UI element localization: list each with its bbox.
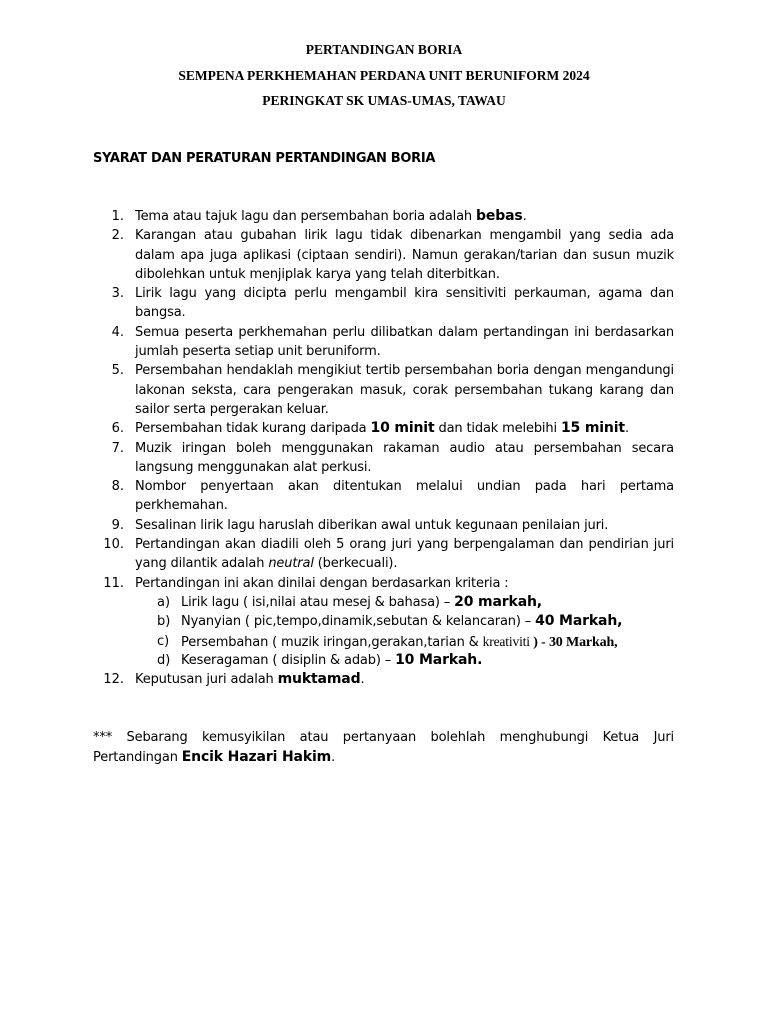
criteria-text-part: Lirik lagu ( isi,nilai atau mesej & bahasa) – xyxy=(181,595,455,610)
rule-number: 1. xyxy=(111,209,124,224)
note-contact-name: Encik Hazari Hakim xyxy=(181,748,332,765)
rule-text-part: Keputusan juri adalah xyxy=(135,672,278,688)
rule-text-part: . xyxy=(360,672,365,688)
rule-text xyxy=(135,419,674,438)
rule-number: 2. xyxy=(111,228,124,244)
rule-text-part: Persembahan tidak kurang daripada xyxy=(135,421,371,437)
criteria-label: a) xyxy=(157,595,171,610)
rule-emphasis: bebas xyxy=(475,208,523,224)
rule-italic: neutral xyxy=(268,556,314,572)
rule-emphasis: muktamad xyxy=(277,671,361,688)
header-title: PERTANDINGAN BORIA xyxy=(305,42,463,57)
rule-number: 7. xyxy=(111,440,124,456)
header-subtitle: SEMPENA PERKHEMAHAN PERDANA UNIT BERUNIFORM 2024 xyxy=(178,68,590,83)
criteria-marks: ) - 30 Markah, xyxy=(529,634,618,650)
criteria-text xyxy=(181,632,617,652)
rule-number: 8. xyxy=(111,479,124,495)
rule-text xyxy=(135,535,674,574)
criteria-text-part: kreativiti xyxy=(482,633,530,649)
rule-text-part: Pertandingan akan diadili oleh 5 orang juri yang berpengalaman dan pendirian juri yang dilantik adalah xyxy=(135,537,674,572)
rule-text-part: Tema atau tajuk lagu dan persembahan boria adalah xyxy=(135,209,476,224)
rule-emphasis: 15 minit xyxy=(560,420,625,437)
rule-text: Persembahan hendaklah mengikiut tertib persembahan boria dengan mengandungi lakonan seksta, cara pengerakan masuk, corak persembahan tukang karang dan sailor serta pergerakan keluar. xyxy=(135,363,674,417)
rule-text: Muzik iringan boleh menggunakan rakaman audio atau persembahan secara langsung menggunakan alat perkusi. xyxy=(135,440,674,475)
rule-text-part: (berkecuali). xyxy=(313,556,398,572)
header-venue: PERINGKAT SK UMAS-UMAS, TAWAU xyxy=(262,93,506,108)
criteria-text-part: Persembahan ( muzik iringan,gerakan,tarian & xyxy=(181,634,483,650)
criteria-label: b) xyxy=(157,614,171,630)
rule-text: Nombor penyertaan akan ditentukan melalui undian pada hari pertama perkhemahan. xyxy=(135,479,674,514)
rule-number: 11. xyxy=(103,575,124,591)
rule-number: 6. xyxy=(111,421,124,437)
rule-number: 10. xyxy=(103,537,124,553)
rule-text-part: . xyxy=(522,209,527,224)
criteria-text xyxy=(181,651,482,670)
contact-note xyxy=(93,728,674,767)
criteria-marks: 40 Markah, xyxy=(535,613,623,630)
rule-text xyxy=(135,207,674,226)
rule-text-part: . xyxy=(624,421,629,437)
criteria-label: d) xyxy=(157,652,171,668)
criteria-text xyxy=(181,593,542,612)
criteria-text-part: Nyanyian ( pic,tempo,dinamik,sebutan & kelancaran) – xyxy=(181,614,536,630)
criteria-marks: 20 markah, xyxy=(454,594,542,610)
criteria-marks: 10 Markah. xyxy=(395,651,483,668)
rule-emphasis: 10 minit xyxy=(370,420,435,437)
rule-text-part: dan tidak melebihi xyxy=(434,421,561,437)
rule-number: 12. xyxy=(103,672,124,688)
section-title: SYARAT DAN PERATURAN PERTANDINGAN BORIA xyxy=(93,151,436,166)
rule-text xyxy=(135,670,674,689)
note-text-end: . xyxy=(331,749,336,765)
rule-text: Karangan atau gubahan lirik lagu tidak dibenarkan mengambil yang sedia ada dalam apa juga aplikasi (ciptaan sendiri). Namun gerakan/tarian dan susun muzik dibolehkan untuk menjiplak karya yang telah diterbitkan. xyxy=(135,228,674,282)
rule-number: 3. xyxy=(111,286,124,302)
rule-text: Pertandingan ini akan dinilai dengan berdasarkan kriteria : xyxy=(135,575,509,591)
rule-number: 5. xyxy=(111,363,124,379)
rule-text: Semua peserta perkhemahan perlu dilibatkan dalam pertandingan ini berdasarkan jumlah peserta setiap unit beruniform. xyxy=(135,324,674,360)
criteria-label: c) xyxy=(157,633,170,649)
rule-text: Sesalinan lirik lagu haruslah diberikan awal untuk kegunaan penilaian juri. xyxy=(135,517,609,533)
rule-number: 4. xyxy=(111,324,124,340)
rule-number: 9. xyxy=(111,517,124,533)
criteria-text xyxy=(181,612,622,631)
rule-text: Lirik lagu yang dicipta perlu mengambil kira sensitiviti perkauman, agama dan bangsa. xyxy=(135,286,674,321)
criteria-text-part: Keseragaman ( disiplin & adab) – xyxy=(181,652,396,668)
note-text: *** Sebarang kemusyikilan atau pertanyaan bolehlah menghubungi Ketua Juri Pertandingan xyxy=(93,730,674,765)
